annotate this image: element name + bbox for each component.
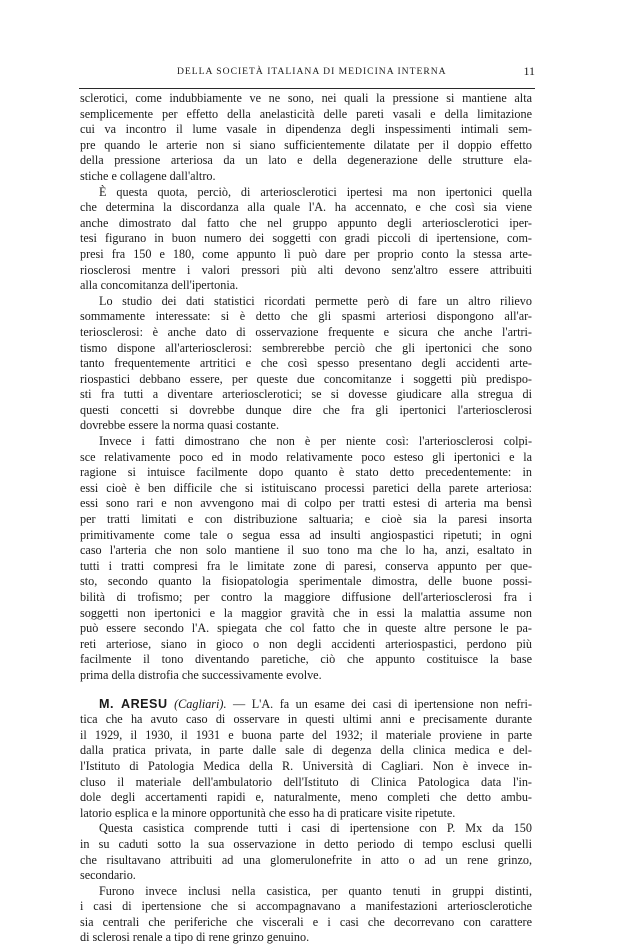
text-line: riosclerosi mentre i valori pressori più alti devono senz'altro essere attribuiti: [80, 262, 532, 277]
text-line: Furono invece inclusi nella casistica, per quanto tenuti in gruppi distinti,: [99, 883, 532, 898]
text-line: pre quando le arterie non si siano sufficientemente dilatate per il doppio effetto: [80, 137, 532, 152]
text-line: prima della distrofia che successivamente evolve.: [80, 667, 322, 682]
text-line: Invece i fatti dimostrano che non è per niente così: l'arteriosclerosi colpi-: [99, 434, 532, 449]
author-place: (Cagliari).: [174, 696, 227, 711]
text-line: sto, secondo quanto la fisiopatologia sperimentale dimostra, delle buone possi-: [80, 574, 532, 589]
text-line: semplicemente per effetto della anelasticità delle pareti vasali e della limitazione: [80, 106, 532, 121]
text-line: Lo studio dei dati statistici ricordati permette però di fare un altro rilievo: [99, 293, 532, 308]
paragraph: [80, 294, 532, 434]
text-line: bilità di trofismo; per contro la maggiore diffusione dell'arteriosclerosi fra i: [80, 590, 532, 604]
text-line: secondario.: [80, 868, 136, 883]
text-line: caso l'arteria che non solo mantiene il suo tono ma che lo ha, anzi, esaltato in: [80, 543, 532, 558]
text-line: È questa quota, perciò, di arteriosclerotici ipertesi ma non ipertonici quella: [99, 184, 532, 199]
text-line: cluso il materiale dell'ambulatorio dell'Istituto di Clinica Patologica data l'in-: [80, 774, 532, 789]
text-line: soggetti non ipertonici e la maggior gravità che in essi la malattia assume non: [80, 605, 532, 620]
text-line: sclerotici, come indubbiamente ve ne sono, nei quali la pressione si mantiene alta: [80, 91, 532, 105]
text-fragment: — L'A. fa un esame dei casi di ipertensione non nefri-: [226, 696, 532, 711]
text-line: essi sono rari e non avvengono mai di colpo per tratti estesi di arteria ma bensì: [80, 496, 532, 511]
text-line: sti fra tutti a diventare arteriosclerotici; se si dovesse giudicare alla stregua di: [80, 387, 532, 402]
text-line: anche dimostrato dal fatto che nel gruppo appunto degli arteriosclerotici iper-: [80, 215, 532, 230]
text-line: primitivamente come tale o segua essa ad insulti angiospastici ripetuti; in ogni: [80, 527, 532, 542]
text-line: cui va incontro il lume vasale in dipendenza degli inspessimenti intimali sem-: [80, 122, 532, 137]
text-line: il 1929, il 1930, il 1931 e buona parte del 1932; il materiale proviene in parte: [80, 727, 532, 742]
text-line: sommamente interessate: si è detto che gli spasmi arteriosi dispongono all'ar-: [80, 309, 532, 324]
running-title: DELLA SOCIETÀ ITALIANA DI MEDICINA INTERNA: [177, 66, 447, 77]
text-line: in su caduti sotto la sua osservazione in detto periodo di tempo esclusi quelli: [80, 836, 532, 851]
header-rule: [79, 88, 535, 89]
abstract-aresu: [80, 697, 532, 946]
text-line: stiche e collagene dall'altro.: [80, 168, 216, 183]
text-line: Questa casistica comprende tutti i casi di ipertensione con P. Mx da 150: [99, 821, 532, 836]
text-line: reti arteriose, siano in gioco o non degli accidenti arteriospastici, perdono più: [80, 636, 532, 651]
text-line: tesi figurano in buon numero dei soggetti con gradi piccoli di ipertensione, com-: [80, 231, 532, 246]
text-line: dole degli accertamenti rapidi e, naturalmente, meno completi che detto ambu-: [80, 790, 532, 805]
text-line: riospastici debbano essere, per queste due concomitanze i soggetti più predispo-: [80, 371, 532, 386]
paragraph-continuation: [80, 91, 532, 185]
text-line: l'Istituto di Patologia Medica della R. Università di Cagliari. Non è invece in-: [80, 758, 532, 773]
paragraph: [80, 185, 532, 294]
text-line: questi concetti si dovrebbe dunque dire che fra gli ipertonici l'arteriosclerosi: [80, 402, 532, 417]
text-line: essi cioè è ben difficile che si istituiscano processi paretici della parete arteriosa:: [80, 480, 532, 495]
text-line: può essere secondo l'A. spiegata che col fatto che in queste altre persone le pa-: [80, 621, 532, 636]
text-line: tismo dispone all'arteriosclerosi: sembrerebbe perciò che gli ipertonici che sono: [80, 340, 532, 355]
text-line: latorio esplica e la minore opportunità che esso ha di praticare visite ripetute.: [80, 805, 456, 820]
paragraph: [80, 434, 532, 684]
page-number: 11: [523, 64, 535, 78]
text-line: che determina la discordanza alla quale l'A. ha accennato, e che così sia viene: [80, 200, 532, 215]
text-line: che risultavano attribuiti ad una glomerulonefrite in atto o ad un rene grinzo,: [80, 852, 532, 867]
text-line: di sclerosi renale a tipo di rene grinzo genuino.: [80, 930, 310, 945]
text-line: della pressione arteriosa da un lato e della degenerazione delle strutture ela-: [80, 153, 532, 168]
body-text: [80, 91, 532, 946]
running-header: [79, 66, 535, 82]
text-line: ragione si intuisce facilmente dopo quanto è stato detto precedentemente: in: [80, 465, 532, 480]
text-line: sia centrali che periferiche che viscerali e i casi che decorrevano con carattere: [80, 914, 532, 929]
text-line: per tratti limitati e con distribuzione saltuaria; e cioè sia la paresi insorta: [80, 512, 532, 527]
text-line: teriosclerosi: è anche dato di osservazione frequente e sicura che anche l'artri-: [80, 324, 532, 339]
text-line: i casi di ipertensione che si accompagnavano a manifestazioni arteriosclerotiche: [80, 899, 532, 914]
text-line: sce relativamente poco ed in modo relativamente poco esteso gli ipertonici e la: [80, 449, 532, 464]
author-name: M. ARESU: [99, 696, 168, 711]
text-line: facilmente il tono diventando paretiche, ciò che appunto costituisce la base: [80, 652, 532, 667]
text-line: alla concomitanza dell'ipertonia.: [80, 278, 239, 293]
text-line: tutti i tratti compresi fra le limitate zone di paresi, conserva appunto per que-: [80, 558, 532, 573]
text-line: dovrebbe essere la norma quasi costante.: [80, 418, 279, 433]
abstract-heading-line: [80, 697, 532, 713]
text-line: dalla pratica privata, in parte dalle sale di degenza della clinica medica e del-: [80, 743, 532, 758]
text-line: tanto frequentemente artritici e che così spesso presentano degli accidenti arte-: [80, 356, 532, 371]
text-line: presi fra 150 e 180, come appunto lì può dare per proprio conto la stessa arte-: [80, 246, 532, 261]
section-gap: [80, 684, 532, 697]
text-line: tica che ha avuto caso di osservare in questi ultimi anni e precisamente durante: [80, 712, 532, 727]
